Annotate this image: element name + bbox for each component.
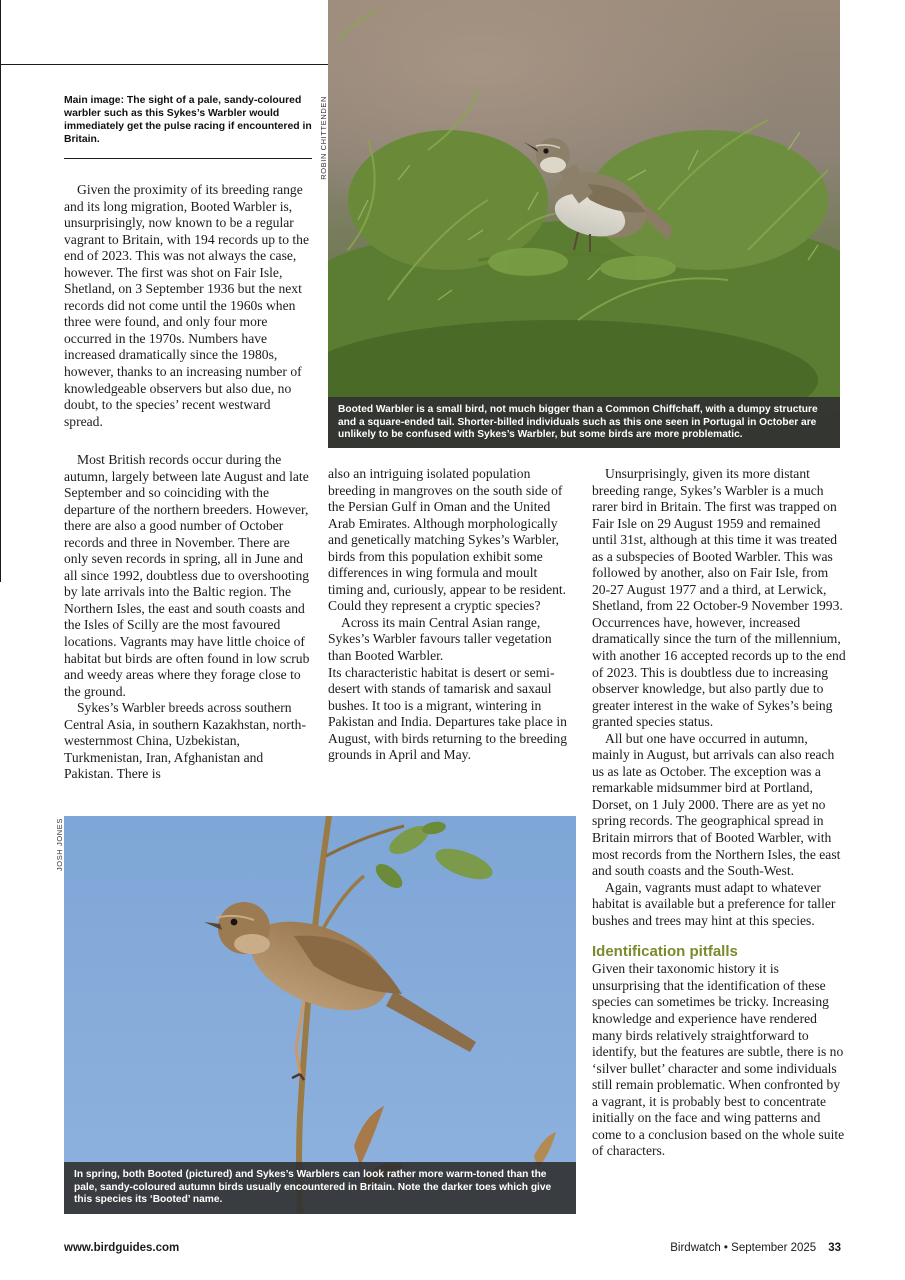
caption-divider (64, 158, 312, 159)
photo-credit-robin-chittenden: ROBIN CHITTENDEN (319, 96, 328, 180)
body-paragraph: Given the proximity of its breeding range and its long migration, Booted Warbler is, unsurprisingly, now known to be a regular vagrant to Britain, with 194 records up to the end of 2023. This was not always the case, however. The first was shot on Fair Isle, Shetland, on 3 September 1936 but the next records did not come until the 1960s when three were found, and only four more occurred in the 1970s. Numbers have increased dramatically since the 1980s, however, thanks to an increasing number of knowledgeable observers but also due, no doubt, to the species’ recent westward spread. (64, 182, 310, 429)
body-paragraph: Its characteristic habitat is desert or semi-desert with stands of tamarisk and saxaul bushes. It too is a migrant, wintering in Pakistan and India. Departures take place in August, with birds returning to the breeding grounds in April and May. (328, 664, 567, 763)
footer-magazine-issue: Birdwatch • September 2025 (670, 1242, 817, 1254)
section-heading-identification-pitfalls: Identification pitfalls (592, 943, 738, 961)
spring-warbler-caption: In spring, both Booted (pictured) and Sykes’s Warblers can look rather more warm-toned than the pale, sandy-coloured autumn birds usually encountered in Britain. Note the darker toes which give this species its ‘Booted’ name. (64, 1162, 576, 1214)
frame-rule-left-lower (0, 64, 1, 582)
footer-website-link[interactable]: www.birdguides.com (64, 1242, 180, 1254)
footer-publication-info (670, 1242, 841, 1254)
main-image-caption: Main image: The sight of a pale, sandy-coloured warbler such as this Sykes’s Warbler would immediately get the pulse racing if encountered in Britain. (64, 95, 312, 145)
body-paragraph: Unsurprisingly, given its more distant breeding range, Sykes’s Warbler is a much rarer bird in Britain. The first was trapped on Fair Isle on 29 August 1959 and remained until 31st, although at this time it was treated as a subspecies of Booted Warbler. This was followed by another, also on Fair Isle, from 20-27 August 1977 and a third, at Lerwick, Shetland, from 22 October-9 November 1993. Occurrences have, however, increased dramatically since the turn of the millennium, with another 16 accepted records up to the end of 2023. This is doubtless due to increasing observer knowledge, but also partly due to greater interest in the wake of Sykes’s being granted species status. (592, 466, 846, 730)
body-paragraph: Again, vagrants must adapt to whatever habitat is available but a preference for taller bushes and trees may hint at this species. (592, 879, 836, 928)
body-column-right (592, 466, 848, 1160)
booted-warbler-caption: Booted Warbler is a small bird, not much bigger than a Common Chiffchaff, with a dumpy structure and a square-ended tail. Shorter-billed individuals such as this one seen in Portugal in October are unlikely to be confused with Sykes’s Warbler, but some birds are more problematic. (328, 397, 840, 448)
body-paragraph: Most British records occur during the autumn, largely between late August and late September and so coinciding with the departure of the northern breeders. However, there are also a good number of October records and three in November. There are only seven records in spring, all in June and all since 1992, doubtless due to overshooting by late arrivals into the Baltic region. The Northern Isles, the east and south coasts and the Isles of Scilly are the most favoured locations. Vagrants may have little choice of habitat but birds are often found in low scrub and weedy areas where they forage close to the ground. (64, 452, 310, 699)
photo-credit-josh-jones: JOSH JONES (55, 818, 64, 872)
body-column-left (64, 452, 310, 783)
body-paragraph: All but one have occurred in autumn, mainly in August, but arrivals can also reach us as late as October. The exception was a remarkable midsummer bird at Portland, Dorset, on 1 July 2000. There are as yet no spring records. The geographical spread in Britain mirrors that of Booted Warbler, with most records from the Northern Isles, the east and south coasts and the South-West. (592, 730, 841, 879)
spring-warbler-illustration (64, 816, 576, 1214)
body-column-middle (328, 466, 574, 764)
body-paragraph: Sykes’s Warbler breeds across southern Central Asia, in southern Kazakhstan, north-westernmost China, Uzbekistan, Turkmenistan, Iran, Afghanistan and Pakistan. There is (64, 700, 306, 782)
frame-rule-left (0, 0, 1, 64)
body-paragraph: also an intriguing isolated population breeding in mangroves on the south side of the Persian Gulf in Oman and the United Arab Emirates. Although morphologically and genetically matching Sykes’s Warbler, birds from this population exhibit some differences in wing formula and moult timing and, curiously, appear to be resident. Could they represent a cryptic species? (328, 466, 567, 614)
body-column-top-left (64, 182, 310, 430)
booted-warbler-photo (328, 0, 840, 448)
body-paragraph: Given their taxonomic history it is unsurprising that the identification of these species can sometimes be tricky. Increasing knowledge and experience have rendered many birds relatively straightforward to identify, but the features are subtle, there is no ‘silver bullet’ character and some individuals still remain problematic. When confronted by a vagrant, it is probably best to concentrate initially on the face and wing patterns and come to a conclusion based on the whole suite of characters. (592, 961, 845, 1159)
spring-warbler-photo (64, 816, 576, 1214)
frame-rule-top (0, 64, 328, 65)
booted-warbler-illustration (328, 0, 840, 448)
body-paragraph: Across its main Central Asian range, Sykes’s Warbler favours taller vegetation than Booted Warbler. (328, 614, 552, 664)
page-number: 33 (828, 1242, 841, 1254)
